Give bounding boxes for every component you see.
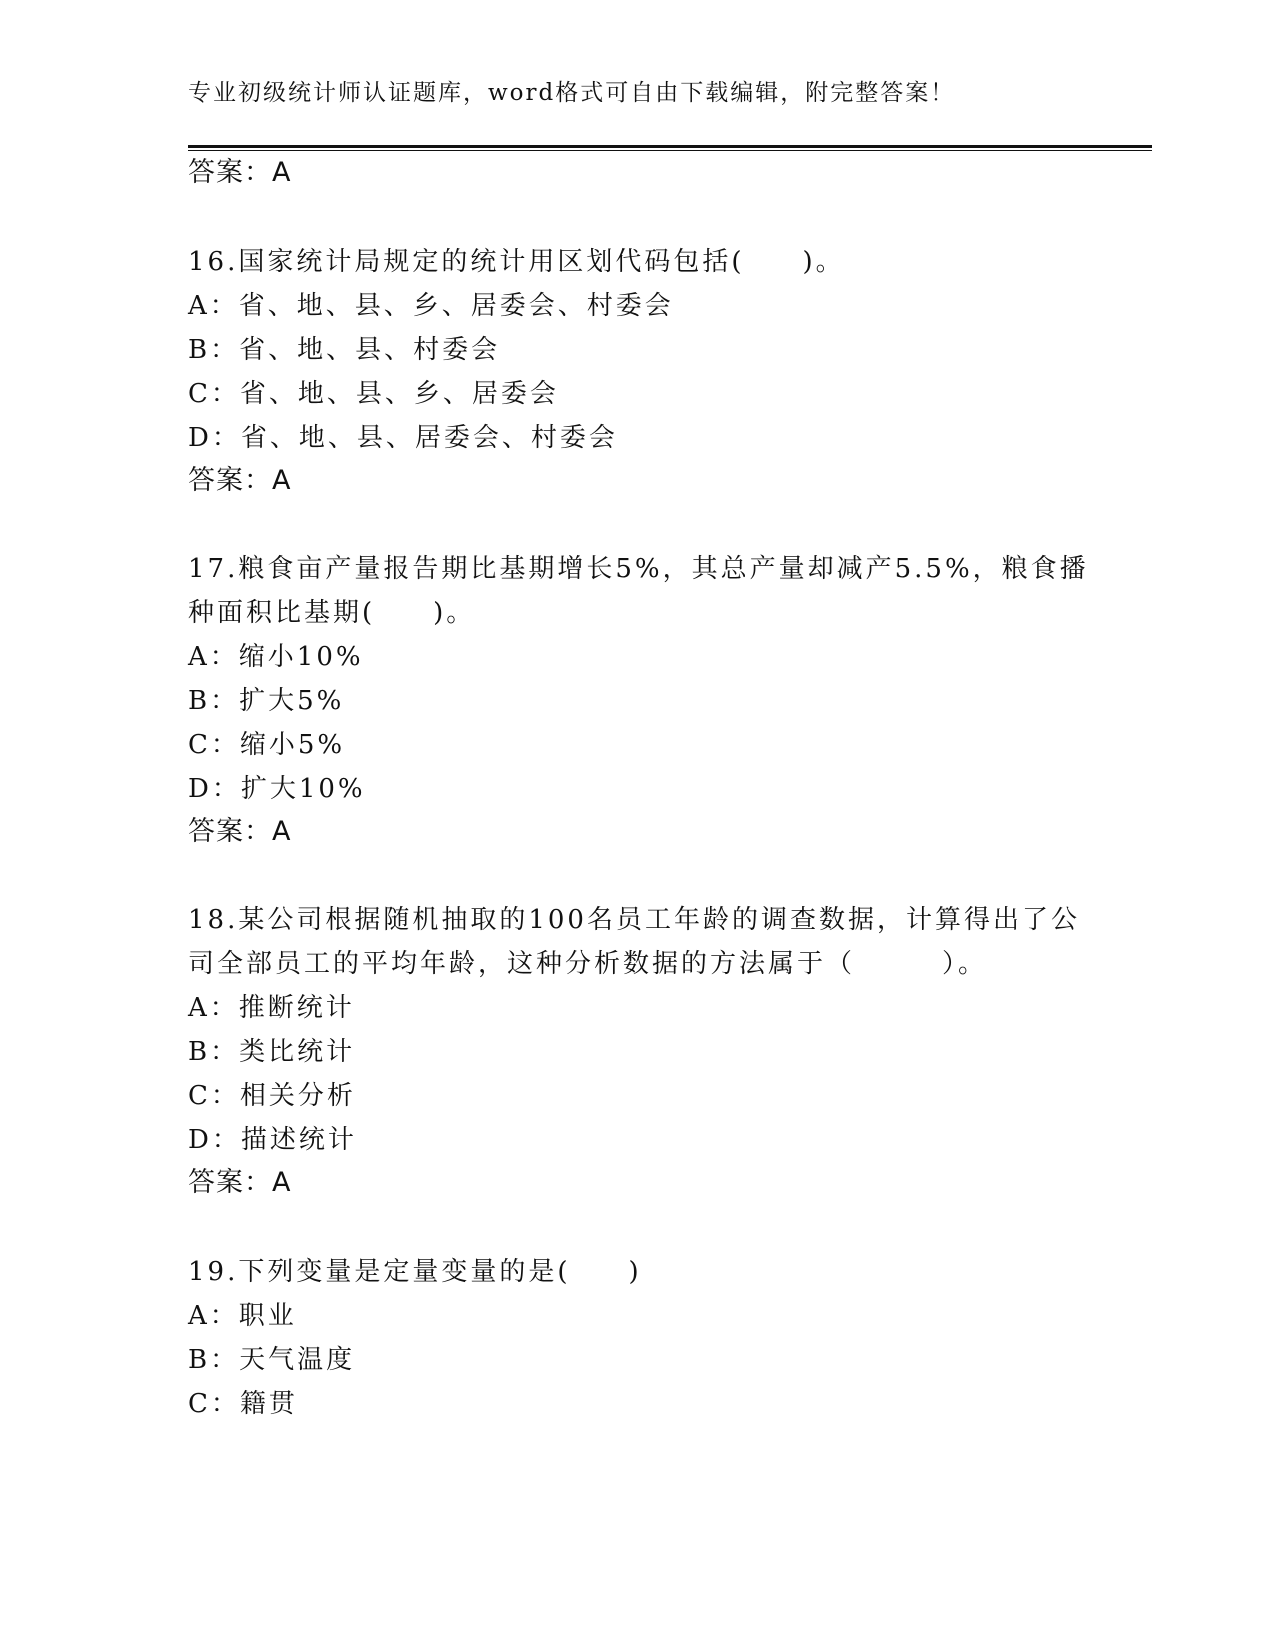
question-18-option-c: C：相关分析 — [188, 1081, 356, 1111]
question-16-option-b: B：省、地、县、村委会 — [188, 335, 501, 365]
question-17-stem-line-2: 种面积比基期( )。 — [188, 598, 476, 628]
question-17-answer: 答案：A — [188, 816, 292, 847]
question-17-option-a: A：缩小10% — [188, 642, 364, 672]
question-17-option-c: C：缩小5% — [188, 730, 346, 760]
question-18-answer: 答案：A — [188, 1167, 292, 1198]
question-16-option-a: A：省、地、县、乡、居委会、村委会 — [188, 291, 674, 321]
question-16-answer: 答案：A — [188, 465, 292, 496]
question-18-stem-line-1: 18.某公司根据随机抽取的100名员工年龄的调查数据，计算得出了公 — [188, 905, 1080, 935]
question-18-option-b: B：类比统计 — [188, 1037, 356, 1067]
question-18-option-a: A：推断统计 — [188, 993, 355, 1023]
question-19-stem: 19.下列变量是定量变量的是( ) — [188, 1257, 642, 1287]
page-header: 专业初级统计师认证题库，word格式可自由下载编辑，附完整答案！ — [188, 80, 956, 106]
question-16-option-d: D：省、地、县、居委会、村委会 — [188, 423, 618, 453]
header-rule-thin — [188, 150, 1152, 151]
question-18-stem-line-2: 司全部员工的平均年龄，这种分析数据的方法属于（ ）。 — [188, 949, 988, 979]
question-18-option-d: D：描述统计 — [188, 1125, 357, 1155]
question-16-stem: 16.国家统计局规定的统计用区划代码包括( )。 — [188, 247, 845, 277]
question-19-option-b: B：天气温度 — [188, 1345, 356, 1375]
question-19-option-a: A：职业 — [188, 1301, 297, 1331]
question-16-option-c: C：省、地、县、乡、居委会 — [188, 379, 559, 409]
header-rule-thick — [188, 145, 1152, 148]
answer-line: 答案：A — [188, 157, 292, 188]
question-17-stem-line-1: 17.粮食亩产量报告期比基期增长5%，其总产量却减产5.5%，粮食播 — [188, 554, 1089, 584]
question-19-option-c: C：籍贯 — [188, 1389, 298, 1419]
question-17-option-b: B：扩大5% — [188, 686, 345, 716]
question-17-option-d: D：扩大10% — [188, 774, 366, 804]
